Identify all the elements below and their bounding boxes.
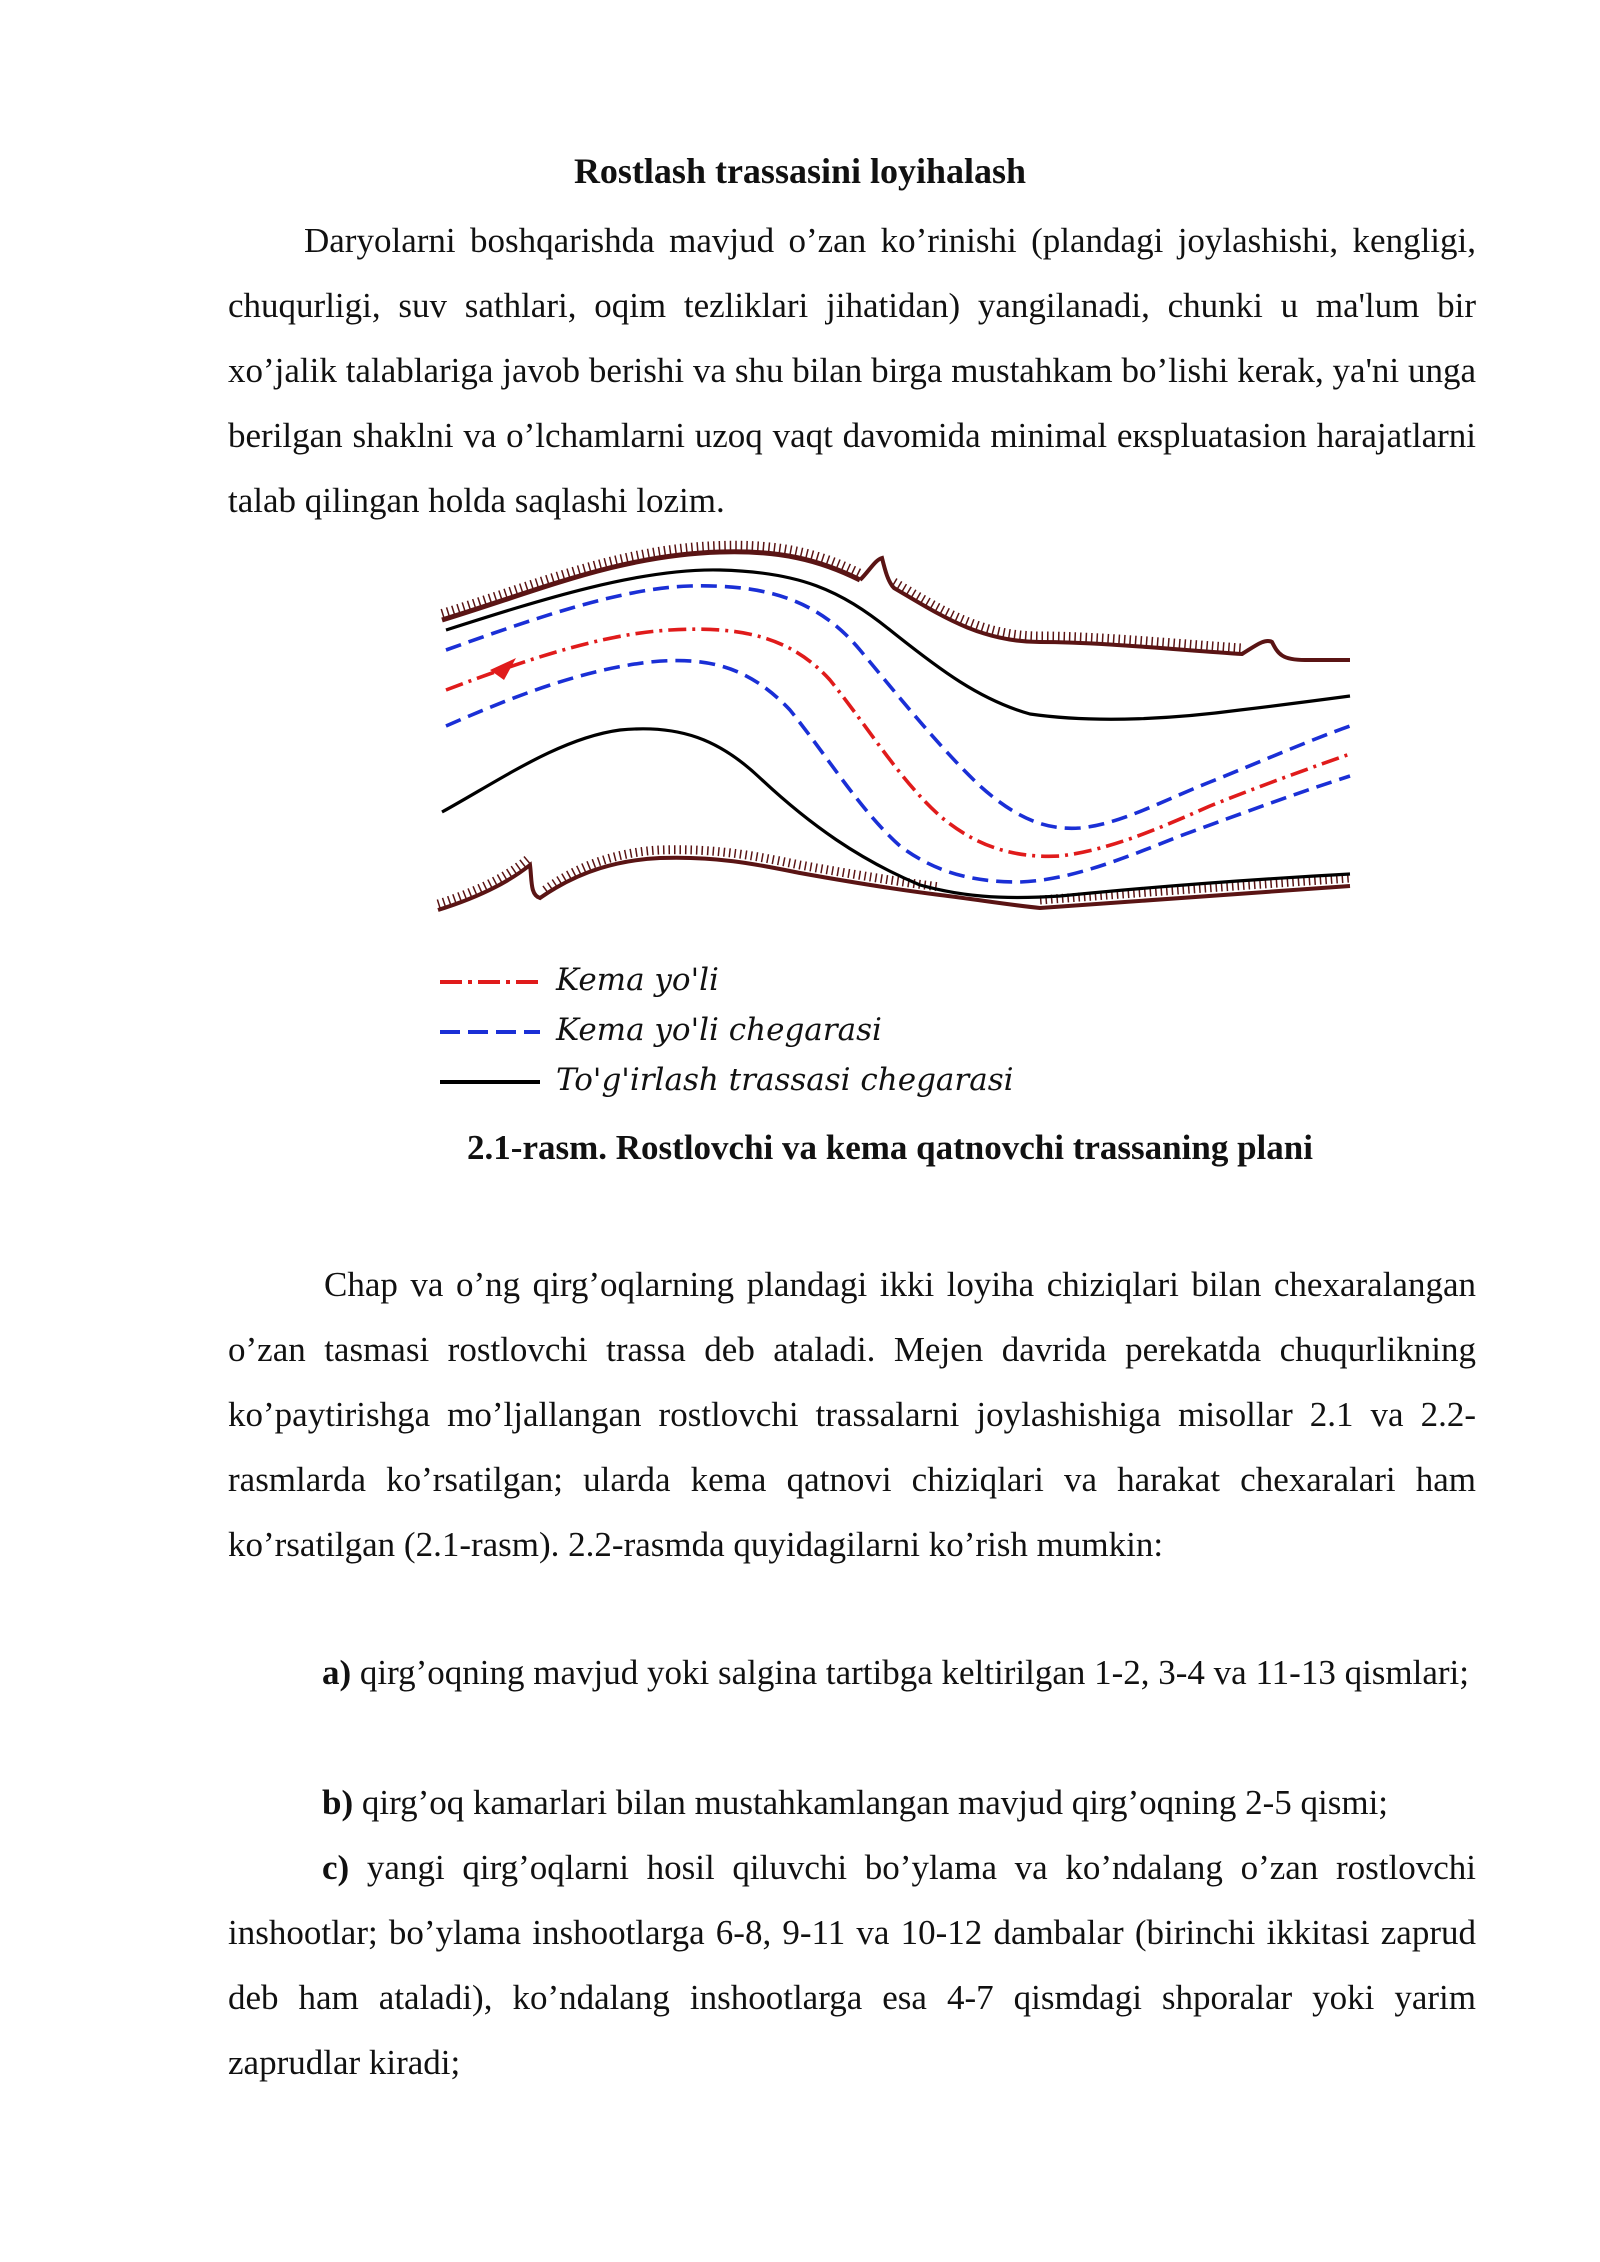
dash-dot-line-icon [438, 976, 542, 988]
trace-boundary-lower [442, 729, 1350, 898]
legend-label: To'g'irlash trassasi chegarasi [556, 1062, 1014, 1098]
list-text: yangi qirg’oqlarni hosil qiluvchi bo’ylama va ko’ndalang o’zan rostlovchi inshootlar; bo’ylama inshootlarga 6-8, 9-11 va 10-12 dambalar (birinchi ikkitasi zaprud deb ham ataladi), ko’ndalang inshootlarga esa 4-7 qismdagi shporalar yoki yarim zaprudlar kiradi; [228, 1848, 1476, 2082]
flow-direction-arrow-icon [490, 658, 516, 680]
legend-item-fairway-boundary [438, 1012, 1138, 1062]
legend-label: Kema yo'li [556, 962, 719, 998]
dashed-line-icon [438, 1026, 542, 1038]
list-item-a [228, 1640, 1476, 1705]
solid-line-icon [438, 1076, 542, 1088]
upper-bank [442, 546, 1350, 660]
body-text: Chap va o’ng qirg’oqlarning plandagi ikki loyiha chiziqlari bilan chexaralangan o’zan tasmasi rostlovchi trassa deb ataladi. Mejen davrida perekatda chuqurlikning ko’paytirishga mo’ljallangan rostlovchi trassalarni joylashishiga misollar 2.1 va 2.2-rasmlarda ko’rsatilgan; ularda kema qatnovi chiziqlari va harakat chexaralari ham ko’rsatilgan (2.1-rasm). 2.2-rasmda quyidagilarni ko’rish mumkin: [228, 1265, 1476, 1564]
figure-legend [438, 962, 1138, 1112]
figure-caption: 2.1-rasm. Rostlovchi va kema qatnovchi trassaning plani [467, 1128, 1313, 1167]
body-paragraph [228, 1252, 1476, 1577]
lower-bank [438, 850, 1350, 910]
list-marker: a) [322, 1653, 352, 1692]
list-text: qirg’oq kamarlari bilan mustahkamlangan mavjud qirg’oqning 2-5 qismi; [353, 1783, 1389, 1822]
intro-text: Daryolarni boshqarishda mavjud o’zan ko’rinishi (plandagi joylashishi, kengligi, chuqurligi, suv sathlari, oqim tezliklari jihatidan) yangilanadi, chunki u ma'lum bir xo’jalik talablariga javob berishi va shu bilan birga mustahkam bo’lishi kerak, ya'ni unga berilgan shaklni va o’lchamlarni uzoq vaqt davomida minimal eкspluatasion harajatlarni talab qilingan holda saqlashi lozim. [228, 221, 1476, 520]
legend-label: Kema yo'li chegarasi [556, 1012, 882, 1048]
legend-item-trace-boundary [438, 1062, 1138, 1112]
list-text: qirg’oqning mavjud yoki salgina tartibga keltirilgan 1-2, 3-4 va 11-13 qismlari; [351, 1653, 1470, 1692]
intro-paragraph [228, 208, 1476, 533]
legend-item-fairway [438, 962, 1138, 1012]
fairway-boundary-upper [446, 586, 1350, 828]
list-marker: c) [322, 1848, 350, 1887]
list-item-b [228, 1770, 1476, 1835]
page-title: Rostlash trassasini loyihalash [573, 151, 1027, 191]
list-marker: b) [322, 1783, 354, 1822]
list-item-c [228, 1835, 1476, 2095]
